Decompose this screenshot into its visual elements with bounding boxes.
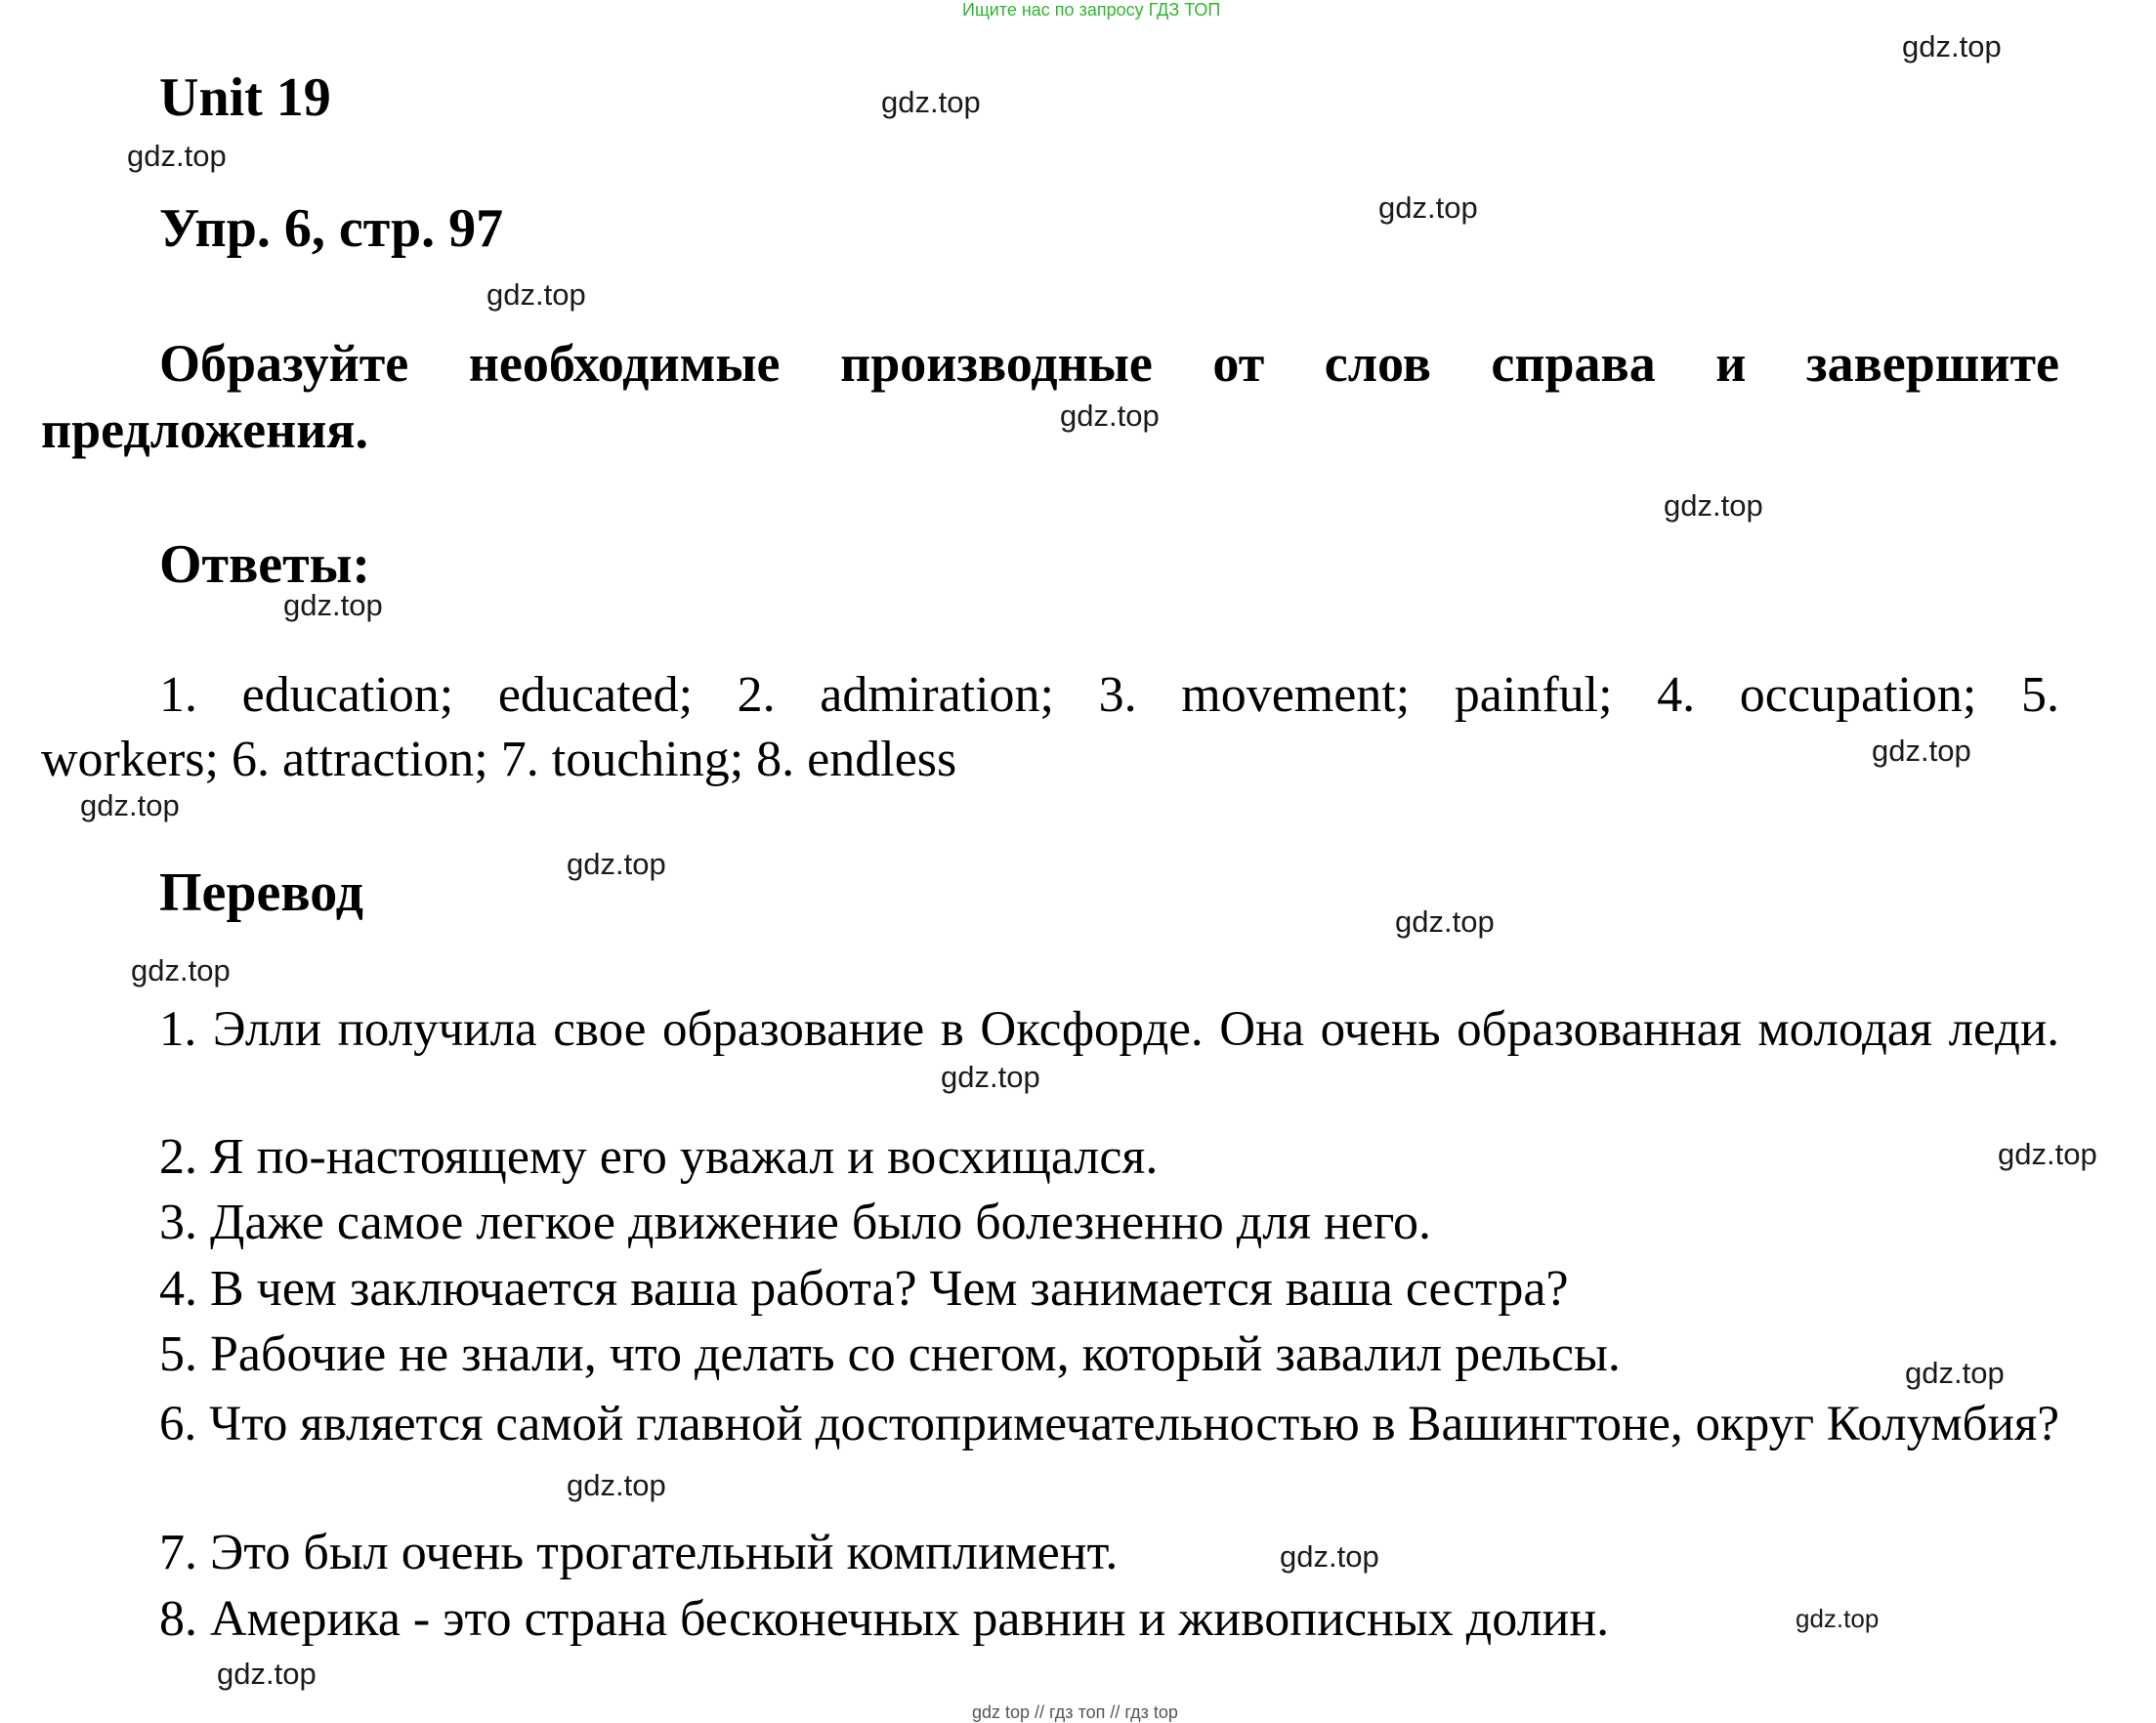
watermark: gdz.top <box>1902 29 2002 63</box>
watermark: gdz.top <box>567 847 666 881</box>
instruction-text: Образуйте необходимые производные от слов справа и завершите предложения. <box>41 334 2059 459</box>
footer-text: gdz top // гдз топ // гдз top <box>972 1702 1178 1722</box>
watermark: gdz.top <box>127 139 227 173</box>
exercise-title: Упр. 6, стр. 97 <box>159 198 504 259</box>
watermark: gdz.top <box>567 1468 666 1502</box>
translation-item-2: 2. Я по-настоящему его уважал и восхищался. <box>159 1129 1159 1185</box>
watermark: gdz.top <box>80 788 180 822</box>
translation-item-1: 1. Элли получила свое образование в Оксфорде. Она очень образованная молодая леди. <box>159 1002 2059 1057</box>
watermark: gdz.top <box>881 85 981 119</box>
unit-title: Unit 19 <box>159 67 331 128</box>
watermark: gdz.top <box>1664 488 1763 523</box>
translation-item-5: 5. Рабочие не знали, что делать со снегом, который завалил рельсы. <box>159 1326 1621 1382</box>
watermark: gdz.top <box>1905 1356 2005 1390</box>
translation-heading: Перевод <box>159 862 363 923</box>
watermark: gdz.top <box>1378 190 1478 225</box>
translation-item-6: 6. Что является самой главной достопримечательностью в Вашингтоне, округ Колумбия? <box>159 1397 2059 1451</box>
answers-line-1: 1. education; educated; 2. admiration; 3. movement; painful; 4. occupation; 5. <box>159 667 2059 723</box>
answers-heading: Ответы: <box>159 534 371 595</box>
watermark: gdz.top <box>1060 399 1160 433</box>
watermark: gdz.top <box>217 1657 317 1691</box>
translation-item-4: 4. В чем заключается ваша работа? Чем занимается ваша сестра? <box>159 1261 1569 1317</box>
translation-item-3: 3. Даже самое легкое движение было болезненно для него. <box>159 1195 1432 1250</box>
translation-item-8: 8. Америка - это страна бесконечных равнин и живописных долин. <box>159 1591 1610 1647</box>
watermark: gdz.top <box>486 277 586 312</box>
translation-item-7: 7. Это был очень трогательный комплимент. <box>159 1525 1119 1580</box>
watermark: gdz.top <box>1280 1539 1379 1574</box>
watermark: gdz.top <box>1796 1604 1880 1633</box>
watermark: gdz.top <box>283 588 383 622</box>
watermark: gdz.top <box>1998 1137 2097 1171</box>
top-banner: Ищите нас по запросу ГДЗ ТОП <box>962 0 1221 20</box>
watermark: gdz.top <box>941 1060 1040 1094</box>
watermark: gdz.top <box>1395 904 1495 939</box>
watermark: gdz.top <box>131 953 231 988</box>
answers-line-2: workers; 6. attraction; 7. touching; 8. endless <box>41 732 957 787</box>
watermark: gdz.top <box>1872 734 1971 768</box>
